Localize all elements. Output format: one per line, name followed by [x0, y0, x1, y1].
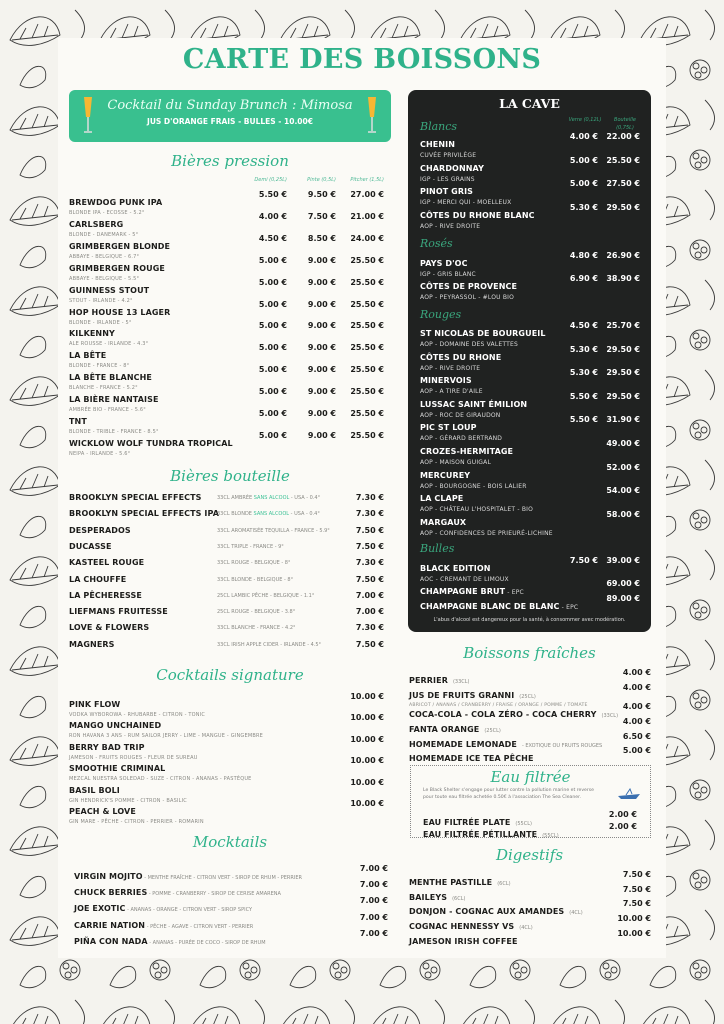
beer-price: 5.50 € — [258, 190, 287, 199]
beer-details: ABBAYE - BELGIQUE - 5.5° — [69, 275, 140, 282]
wine-name: CROZES-HERMITAGE — [420, 447, 514, 456]
alcohol-disclaimer: L'abus d'alcool est dangereux pour la santé, à consommer avec modération. — [433, 617, 626, 623]
wine-glass-price: 6.90 € — [569, 274, 598, 283]
wine-glass-price: 5.50 € — [569, 392, 598, 401]
wine-tag: - EPC — [505, 589, 524, 596]
beer-price: 5.00 € — [258, 365, 287, 375]
digestif-price: 7.50 € — [622, 885, 651, 894]
wine-bottle-price: 29.50 € — [606, 203, 640, 212]
wine-name: CÔTES DU RHONE — [420, 353, 502, 362]
wine-appellation: AOP - MAISON GUIGAL — [420, 459, 492, 466]
beer-details: NEIPA - IRLANDE - 5.6° — [69, 450, 131, 457]
digestif-price: 10.00 € — [617, 929, 651, 938]
cave-section-label: Rosés — [420, 237, 453, 250]
beer-price: 7.50 € — [307, 211, 336, 221]
bottle-name: LIEFMANS FRUITESSE — [69, 607, 168, 617]
mocktail-ingredients: - PÊCHE - AGAVE - CITRON VERT - PERRIER — [145, 923, 254, 930]
beer-name: WICKLOW WOLF TUNDRA TROPICAL — [69, 438, 233, 448]
wine-glass-price: 5.30 € — [569, 203, 598, 212]
beer-price: 9.00 € — [307, 387, 336, 397]
wine-row — [420, 510, 553, 537]
bottle-price: 7.30 € — [355, 509, 384, 519]
wine-name: PINOT GRIS — [420, 187, 474, 196]
cocktail-name: BERRY BAD TRIP — [69, 742, 145, 752]
bottle-name: DESPERADOS — [69, 525, 131, 535]
wine-appellation: AOC - CREMANT DE LIMOUX — [420, 576, 509, 583]
mocktail-price: 7.00 € — [359, 928, 388, 938]
wine-glass-price: 5.00 € — [569, 179, 598, 188]
beer-details: BLONDE - DANEMARK - 5° — [69, 231, 139, 238]
wine-bottle-price: 29.50 € — [606, 345, 640, 354]
soft-drink-name: FANTA ORANGE — [409, 725, 480, 734]
wine-glass-price: 5.30 € — [569, 368, 598, 377]
mocktail-name: PIÑA CON NADA — [74, 936, 148, 946]
beer-details: BLONDE IPA - ECOSSE - 5.2° — [69, 210, 145, 216]
wine-appellation: AOP - ROC DE GIRAUDON — [420, 412, 501, 419]
beer-price: 9.00 € — [307, 255, 336, 265]
digestif-price: 7.50 € — [622, 899, 651, 908]
wine-row — [420, 594, 578, 613]
beer-price: 9.00 € — [307, 365, 336, 375]
alcohol-free-label: SANS ALCOOL — [253, 495, 290, 501]
soft-drink-name: PERRIER — [409, 676, 448, 685]
wine-appellation: AOP - GÉRARD BERTRAND — [420, 435, 503, 442]
wine-row — [420, 368, 483, 395]
bottle-details — [217, 544, 284, 550]
beer-price: 27.00 € — [350, 190, 384, 199]
champagne-glass-icon — [81, 95, 95, 135]
wine-row — [420, 486, 533, 513]
wine-name: ST NICOLAS DE BOURGUEIL — [420, 329, 546, 338]
digestif-size: (6CL) — [452, 896, 466, 902]
soft-drink-name: HOMEMADE ICE TEA PÊCHE — [409, 754, 534, 763]
wine-bottle-price: 29.50 € — [606, 368, 640, 377]
wine-bottle-price: 52.00 € — [606, 463, 640, 472]
beer-price: 5.00 € — [258, 277, 287, 287]
bottle-details — [217, 642, 321, 648]
details-text: 33CL ROUGE - BELGIQUE - 8° — [217, 560, 291, 567]
bottle-name: DUCASSE — [69, 541, 112, 551]
wine-bottle-price: 54.00 € — [606, 486, 640, 495]
wine-glass-price: 5.50 € — [569, 415, 598, 424]
beer-details: BLANCHE - FRANCE - 5.2° — [69, 385, 138, 392]
cocktail-name: MANGO UNCHAINED — [69, 721, 162, 731]
wine-bottle-price: 39.00 € — [606, 556, 640, 565]
details-text: 33CL TRIPLE - FRANCE - 9° — [217, 543, 284, 550]
section-title-fraiches: Boissons fraîches — [463, 644, 596, 662]
wine-glass-price: 4.50 € — [569, 321, 598, 330]
wine-bottle-price: 69.00 € — [606, 579, 640, 588]
details-text: 33CL BLONDE - BELGIQUE - 8° — [217, 576, 294, 583]
beer-name: TNT — [69, 417, 87, 426]
bottle-price: 7.00 € — [355, 607, 384, 617]
beer-price: 25.50 € — [350, 321, 384, 331]
wine-appellation: IGP - LES GRAINS — [420, 176, 475, 183]
soft-drink-name: JUS DE FRUITS GRANNI — [409, 691, 515, 700]
details-text: 25CL LAMBIC PÊCHE - BELGIQUE - 1.1° — [217, 592, 315, 599]
water-size: (55CL) — [515, 821, 532, 827]
soft-drink-details: ABRICOT / ANANAS / CRANBERRY / FRAISE / ORANGE / POMME / TOMATE — [409, 703, 588, 708]
wine-bottle-price: 29.50 € — [606, 392, 640, 401]
wine-name: MINERVOIS — [420, 376, 472, 385]
mocktail-row — [74, 929, 266, 948]
beer-name: GRIMBERGEN ROUGE — [69, 263, 165, 273]
digestif-name: JAMESON IRISH COFFEE — [409, 937, 518, 946]
bottle-details — [217, 511, 320, 517]
mocktail-ingredients: - ANANAS - ORANGE - CITRON VERT - SIROP SPICY — [125, 907, 253, 914]
cocktail-ingredients: GIN MARE - PÊCHE - CITRON - PERRIER - ROMARIN — [69, 819, 204, 825]
beer-name: CARLSBERG — [69, 219, 124, 229]
digestif-price: 10.00 € — [617, 914, 651, 923]
wine-appellation: AOP - CONFIDENCES DE PRIEURÉ-LICHINE — [420, 530, 553, 537]
beer-details: ALE ROUSSE - IRLANDE - 4.3° — [69, 341, 149, 348]
wine-name: PAYS D'OC — [420, 259, 468, 268]
bottle-price: 7.00 € — [355, 590, 384, 600]
wine-row — [420, 179, 511, 206]
soft-drink-price: 4.00 € — [622, 683, 651, 692]
champagne-glass-icon — [365, 95, 379, 135]
beer-price: 5.00 € — [258, 387, 287, 397]
mocktail-name: JOE EXOTIC — [74, 904, 126, 914]
cocktail-ingredients: RON HAVANA 3 ANS - RUM SAILOR JERRY - LIME - MANGUE - GINGEMBRE — [69, 733, 264, 740]
bottle-details — [217, 577, 293, 583]
brunch-subtitle: JUS D'ORANGE FRAIS - BULLES - 10.00€ — [147, 117, 313, 126]
beer-details: BLONDE - FRANCE - 8° — [69, 363, 130, 370]
digestif-name: BAILEYS — [409, 893, 448, 902]
wine-glass-price: 7.50 € — [569, 556, 598, 565]
bottle-name: BROOKLYN SPECIAL EFFECTS — [69, 493, 202, 502]
details-text: 33CL IRISH APPLE CIDER - IRLANDE - 4.5° — [217, 641, 322, 648]
mocktail-price: 7.00 € — [359, 896, 388, 906]
beer-price: 25.50 € — [350, 387, 384, 397]
wine-name: CHENIN — [420, 140, 455, 149]
wine-appellation: CUVÉE PRIVILÈGE — [420, 152, 477, 159]
cocktail-price: 10.00 € — [350, 692, 384, 701]
beer-details: AMBRÉE BIO - FRANCE - 5.6° — [69, 407, 146, 414]
beer-name: HOP HOUSE 13 LAGER — [69, 307, 171, 317]
wine-name: CHARDONNAY — [420, 164, 484, 173]
wine-appellation: AOP - PEYRASSOL - #LOU BIO — [420, 294, 515, 301]
beer-price: 5.00 € — [258, 255, 287, 265]
sea-cleaner-boat-icon — [616, 788, 642, 802]
soft-drink-price: 5.00 € — [622, 746, 651, 755]
cocktail-name: PEACH & LOVE — [69, 807, 136, 816]
cocktail-name: PINK FLOW — [69, 700, 121, 709]
bottle-details — [217, 609, 295, 615]
beer-name: GUINNESS STOUT — [69, 285, 150, 295]
beer-price: 9.00 € — [307, 409, 336, 418]
brunch-banner — [69, 90, 391, 142]
water-price: 2.00 € — [608, 810, 637, 819]
digestif-size: (4CL) — [519, 925, 533, 931]
wine-appellation: IGP - MERCI QUI - MOELLEUX — [420, 199, 512, 206]
cave-section-label: Bulles — [420, 542, 455, 555]
beer-price: 25.50 € — [350, 255, 384, 265]
beer-price: 9.00 € — [307, 343, 336, 353]
wine-bottle-price: 27.50 € — [606, 179, 640, 188]
beer-name: BREWDOG PUNK IPA — [69, 198, 163, 207]
beer-details: BLONDE - TRIBLE - FRANCE - 8.5° — [69, 429, 159, 435]
bottle-name: MAGNERS — [69, 639, 115, 649]
details-text: 25CL ROUGE - BELGIQUE - 3.8° — [217, 609, 296, 616]
section-title-bouteille: Bières bouteille — [170, 467, 290, 485]
mocktail-name: VIRGIN MOJITO — [74, 872, 143, 881]
cocktail-ingredients: GIN HENDRICK'S POMME - CITRON - BASILIC — [69, 797, 187, 804]
wine-bottle-price: 38.90 € — [606, 274, 640, 283]
beer-price: 4.00 € — [258, 211, 287, 221]
bottle-name: LOVE & FLOWERS — [69, 623, 150, 633]
soft-drink-size: (25CL) — [484, 728, 501, 734]
column-header: Demi (0,25L) — [254, 177, 287, 183]
beer-price: 4.50 € — [258, 233, 287, 243]
wine-appellation: AOP - RIVE DROITE — [420, 223, 481, 230]
beer-price: 25.50 € — [350, 409, 384, 418]
bottle-price: 7.50 € — [355, 525, 384, 535]
brunch-title: Cocktail du Sunday Brunch : Mimosa — [107, 98, 353, 113]
soft-drink-size: - EXOTIQUE OU FRUITS ROUGES — [521, 743, 603, 749]
beer-price: 5.00 € — [258, 321, 287, 331]
beer-price: 21.00 € — [350, 211, 384, 221]
column-header: Pitcher (1,5L) — [350, 177, 384, 183]
soft-drink-size: (33CL) — [601, 713, 619, 719]
bottle-details — [217, 560, 290, 566]
soft-drink-price: 4.00 € — [622, 668, 651, 677]
bottle-details — [217, 528, 330, 534]
cave-column-header: Bouteille (0,75L) — [614, 117, 636, 131]
beer-price: 5.00 € — [258, 430, 287, 440]
column-header: Pinte (0,5L) — [307, 177, 336, 183]
section-title-eau: Eau filtrée — [490, 768, 571, 786]
wine-appellation: AOP - CHÂTEAU L'HOSPITALET - BIO — [420, 506, 534, 513]
bottle-price: 7.50 € — [355, 574, 384, 584]
beer-details: BLONDE - IRLANDE - 5° — [69, 319, 132, 326]
wine-name: MERCUREY — [420, 471, 471, 480]
bottle-price: 7.50 € — [355, 639, 384, 649]
mocktail-ingredients: - ANANAS - PURÉE DE COCO - SIROP DE RHUM — [147, 939, 266, 946]
la-cave-panel — [408, 90, 651, 632]
beer-name: KILKENNY — [69, 329, 115, 339]
wine-appellation: AOP - DOMAINE DES VALETTES — [420, 341, 519, 348]
details-text: 33CL BLANCHE - FRANCE - 4.2° — [217, 625, 296, 632]
mocktail-price: 7.00 € — [359, 880, 388, 890]
mocktail-name: CHUCK BERRIES — [74, 888, 148, 898]
wine-appellation: AOP - RIVE DROITE — [420, 365, 481, 372]
bottle-name: BROOKLYN SPECIAL EFFECTS IPA — [69, 509, 220, 519]
wine-glass-price: 5.00 € — [569, 156, 598, 165]
bottle-name: LA PÊCHERESSE — [69, 590, 142, 600]
wine-name: CHAMPAGNE BRUT — [420, 587, 506, 596]
soft-drink-price: 6.50 € — [622, 732, 651, 741]
details-text: 33CL AROMATISÉE TEQUILLA - FRANCE - 5.9° — [217, 527, 330, 534]
wine-row — [420, 415, 502, 442]
beer-details: STOUT - IRLANDE - 4.2° — [69, 297, 133, 304]
details-text: 33CL BLONDE — [217, 511, 254, 518]
wine-row — [420, 132, 476, 159]
soft-drink-row — [409, 746, 534, 765]
water-name: EAU FILTRÉE PÉTILLANTE — [423, 830, 538, 839]
beer-row — [69, 431, 233, 457]
mocktail-ingredients: - MENTHE FRAÎCHE - CITRON VERT - SIROP DE RHUM - PERRIER — [142, 875, 302, 881]
wine-bottle-price: 89.00 € — [606, 594, 640, 603]
wine-bottle-price: 26.90 € — [606, 251, 640, 260]
digestif-name: COGNAC HENNESSY VS — [409, 922, 515, 931]
cocktail-price: 10.00 € — [350, 756, 384, 766]
soft-drink-price: 4.00 € — [622, 717, 651, 726]
digestif-row — [409, 929, 518, 948]
details-text: - USA - 0.4° — [289, 511, 320, 518]
mocktail-price: 7.00 € — [359, 864, 388, 873]
cocktail-name: BASIL BOLI — [69, 785, 120, 795]
water-name: EAU FILTRÉE PLATE — [423, 818, 511, 827]
beer-name: LA BÊTE BLANCHE — [69, 373, 152, 383]
mocktail-name: CARRIE NATION — [74, 920, 146, 930]
beer-price: 9.00 € — [307, 430, 336, 440]
cocktail-price: 10.00 € — [350, 713, 384, 723]
water-price: 2.00 € — [608, 822, 637, 831]
cocktail-ingredients: VODKA WYBOROWA - RHUBARBE - CITRON - TONIC — [69, 712, 206, 718]
wine-name: LA CLAPE — [420, 494, 464, 503]
cocktail-ingredients: JAMESON - FRUITS ROUGES - FLEUR DE SUREAU — [69, 754, 198, 761]
wine-row — [420, 203, 535, 230]
soft-drink-size: (25CL) — [519, 694, 536, 700]
wine-appellation: AOP - A TIRE D'AILE — [420, 388, 483, 395]
wine-bottle-price: 25.50 € — [606, 156, 640, 165]
wine-name: LUSSAC SAINT ÉMILION — [420, 400, 528, 409]
cocktail-ingredients: MEZCAL NUESTRA SOLEDAD - SUZE - CITRON - ANANAS - PASTÈQUE — [69, 776, 252, 783]
beer-price: 5.00 € — [258, 299, 287, 309]
cocktail-price: 10.00 € — [350, 734, 384, 744]
bottle-price: 7.30 € — [355, 558, 384, 568]
section-title-pression: Bières pression — [171, 152, 289, 170]
soft-drink-price: 4.00 € — [622, 702, 651, 711]
details-text: 33CL AMBRÉE — [217, 495, 254, 501]
beer-price: 9.00 € — [307, 299, 336, 309]
bottle-name: KASTEEL ROUGE — [69, 558, 145, 568]
digestif-name: MENTHE PASTILLE — [409, 878, 493, 887]
beer-price: 8.50 € — [307, 233, 336, 243]
wine-appellation: IGP - GRIS BLANC — [420, 271, 476, 278]
bottle-price: 7.30 € — [355, 623, 384, 633]
water-size: (55CL) — [542, 833, 559, 839]
beer-price: 5.00 € — [258, 409, 287, 418]
wine-tag: - EPC — [559, 604, 579, 611]
digestif-size: (6CL) — [497, 881, 511, 887]
wine-row — [420, 321, 546, 348]
wine-glass-price: 4.00 € — [569, 132, 598, 141]
beer-price: 9.00 € — [307, 277, 336, 287]
wine-glass-price: 5.30 € — [569, 345, 598, 354]
beer-price: 9.50 € — [307, 190, 336, 199]
wine-bottle-price: 49.00 € — [606, 439, 640, 448]
beer-price: 25.50 € — [350, 299, 384, 309]
cave-title: LA CAVE — [499, 96, 560, 111]
cocktail-price: 10.00 € — [350, 799, 384, 808]
beer-name: GRIMBERGEN BLONDE — [69, 241, 171, 251]
digestif-name: DONJON - COGNAC AUX AMANDES — [409, 907, 565, 916]
soft-drink-size: (33CL) — [452, 679, 470, 685]
wine-appellation: AOP - BOURGOGNE - BOIS LALIER — [420, 483, 527, 490]
digestif-size: (4CL) — [569, 910, 583, 916]
wine-row — [420, 439, 513, 466]
bottle-price: 7.50 € — [355, 541, 384, 551]
eau-description: Le Black Shelter s'engage pour lutter contre la pollution marine et reverse pour toute eau filtrée achetée 0.50€ à l'association The Sea Cleaner. — [423, 788, 594, 800]
water-row — [423, 822, 559, 841]
page-title: CARTE DES BOISSONS — [182, 44, 542, 75]
bottle-details — [217, 495, 320, 501]
cocktail-price: 10.00 € — [350, 777, 384, 787]
cave-section-label: Blancs — [420, 120, 458, 133]
beer-price: 24.00 € — [350, 233, 384, 243]
bottle-name: LA CHOUFFE — [69, 574, 127, 584]
wine-name: BLACK EDITION — [420, 564, 491, 573]
wine-name: MARGAUX — [420, 518, 467, 527]
beer-price: 9.00 € — [307, 321, 336, 331]
beer-price: 25.50 € — [350, 430, 384, 440]
wine-name: CÔTES DU RHONE BLANC — [420, 211, 535, 220]
digestif-price: 7.50 € — [622, 870, 651, 879]
soft-drink-name: HOMEMADE LEMONADE — [409, 740, 517, 749]
wine-name: PIC ST LOUP — [420, 423, 477, 432]
cave-section-label: Rouges — [420, 308, 462, 321]
mocktail-price: 7.00 € — [359, 912, 388, 922]
beer-name: LA BÊTE — [69, 351, 107, 361]
section-title-mocktails: Mocktails — [192, 833, 268, 851]
wine-name: CHAMPAGNE BLANC DE BLANC — [420, 602, 560, 611]
bottle-price: 7.30 € — [355, 493, 384, 502]
alcohol-free-label: SANS ALCOOL — [253, 511, 290, 518]
beer-name: LA BIÈRE NANTAISE — [69, 395, 159, 405]
beer-price: 25.50 € — [350, 277, 384, 287]
section-title-digestifs: Digestifs — [495, 846, 564, 864]
beer-price: 5.00 € — [258, 343, 287, 353]
details-text: - USA - 0.4° — [289, 495, 321, 501]
wine-bottle-price: 58.00 € — [606, 510, 640, 519]
soft-drink-name: COCA-COLA - COLA ZÉRO - COCA CHERRY — [409, 710, 597, 719]
bottle-details — [217, 625, 296, 631]
cave-column-header: Verre (0,12L) — [568, 117, 602, 123]
wine-name: CÔTES DE PROVENCE — [420, 282, 518, 291]
wine-bottle-price: 25.70 € — [606, 321, 640, 330]
section-title-cocktails: Cocktails signature — [156, 666, 304, 684]
wine-bottle-price: 31.90 € — [606, 415, 640, 424]
bottle-details — [217, 593, 314, 599]
cocktail-name: SMOOTHIE CRIMINAL — [69, 764, 166, 774]
beer-details: ABBAYE - BELGIQUE - 6.7° — [69, 253, 140, 260]
wine-bottle-price: 22.00 € — [606, 132, 640, 141]
wine-glass-price: 4.80 € — [569, 251, 598, 260]
beer-price: 25.50 € — [350, 343, 384, 353]
wine-row — [420, 274, 517, 301]
beer-price: 25.50 € — [350, 365, 384, 375]
mocktail-ingredients: - POMME - CRANBERRY - SIROP DE CERISE AMARENA — [147, 891, 281, 898]
cocktail-row — [69, 799, 204, 825]
